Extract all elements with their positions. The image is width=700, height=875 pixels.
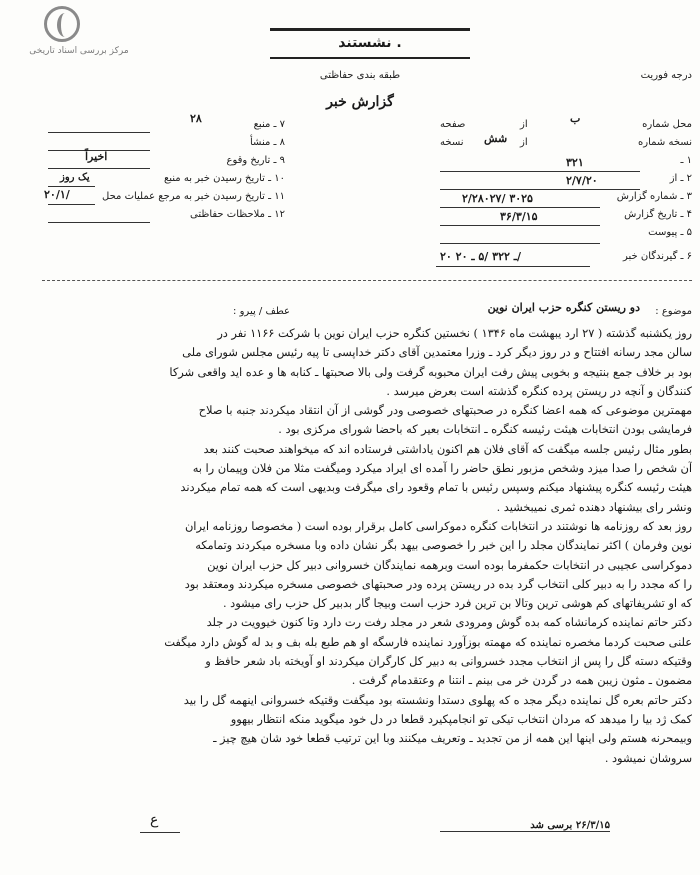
body-line: روز یکشنبه گذشته ( ۲۷ ارد یبهشت ماه ۱۳۴۶ ) نخستین کنگره حزب ایران نوین با شرکت ۱۱۶۶ نفر در — [217, 327, 692, 340]
field-page-unit: صفحه — [440, 119, 466, 130]
field-copy-total: شش — [484, 132, 508, 145]
field-report-date-label: ۴ ـ تاریخ گزارش — [624, 209, 692, 220]
top-stamp: نشستند . — [270, 28, 470, 59]
field-source-value: ۲۸ — [190, 112, 202, 125]
subject-label: موضوع : — [655, 306, 692, 317]
field-1-line — [440, 171, 640, 172]
field-receipt-source-line — [48, 186, 95, 187]
body-line: وبیمحرنه هستم ولی اینها این همه از من تجدید ـ وتعریف میکنند وبا این ترتیب قطعا خود شان هیچ چیز ـ — [213, 732, 692, 746]
field-report-date-line — [440, 225, 600, 226]
body-line: بطور مثال رئیس جلسه میگفت که آقای فلان هم اکنون یاداشتی فرستاده اند که میخواهند صحبت کنند بعد — [203, 442, 692, 456]
field-attachment-label: ۵ ـ پیوست — [648, 227, 692, 238]
field-receipt-ops-line — [48, 204, 95, 205]
header-divider — [42, 280, 692, 281]
field-page-value: ب — [570, 112, 581, 125]
subject-value: دو ریستن کنگره حزب ایران نوین — [487, 301, 640, 314]
field-copy-label: نسخه شماره — [638, 137, 692, 148]
archive-emblem-icon — [44, 6, 80, 42]
field-report-number-line — [440, 207, 600, 208]
signature-underline — [140, 832, 180, 833]
report-body — [36, 324, 692, 768]
body-line: را که مجدد را به دبیر کلی انتخاب گرد بده در ریستن پرده ودر صحبتهای خصوصی مسخره میکردند ومعتقد بود — [184, 577, 692, 591]
field-receipt-ops-value: ۲۰/۱/ — [44, 188, 70, 201]
body-line: مضمون ـ مثون زیبن همه در گردن خر می بینم ـ انتنا م وعتقدمام گرفت . — [351, 674, 692, 688]
body-line: فرمایشی بودن انتخابات هیئت رئیسه کنگره ـ انتخابات بعیر که باحضا شورای مرکزی بود . — [278, 423, 692, 437]
signature: ع — [150, 812, 159, 828]
body-line: نوین وفرمان ) اکثر نمایندگان مجلد را این خبر را خصوصی بیهد بگر نشان داده وبا مسخره میکردند وتمامکه — [195, 539, 692, 553]
field-origin-label: ۸ ـ منشأ — [249, 137, 285, 148]
field-source-label: ۷ ـ منبع — [253, 119, 285, 130]
body-line: دکتر حاتم بعره گل نماینده دیگر مجد ه که پهلوی دستدا ونشسته بود میگفت وقتیکه خسروانی اینهمه گل را بید — [183, 693, 692, 707]
field-recipients-value: ۲۰ ـ ۳۲۲ /۵ ـ ۲۰/ — [440, 250, 521, 263]
field-1-label: ۱ ـ — [680, 155, 692, 166]
body-line: سالن مجد رسانه افتتاح و در روز دیگر کرد ـ وزرا معتمدین آقای دکتر خداپسی تا پیه رئیس مجلس شورای ملی — [182, 346, 692, 360]
body-line: سروشان نمیشود . — [604, 751, 692, 765]
field-recipients-line — [436, 266, 590, 267]
field-from-label: ۲ ـ از — [669, 173, 692, 184]
body-line: وقتیکه دسته گل را پس از انتخاب مجدد خسروانی به دبیر کل کارگران میکردند او آویخته باد شعر حافظ و — [205, 655, 692, 669]
body-line: دموکراسی عجیبی در انتخابات حکمفرما بوده است وبرهمه نمایندگان خسروانی دبیر کل حزب ایران نوین — [207, 558, 692, 572]
body-line: آن شخص را صدا میزد وشخص مزبور نطق حاضر را آمده ای ایراد میکرد ومیگفت مثلا من فلان وپیمان را به — [192, 462, 692, 476]
body-line: بود بر خلاف جمع بنتیجه و بخوبی پیش رفت ایران محبوبه گرفت ولی بالا صحبتها ـ کنابه ها و عده اید واقعی شرکا — [169, 365, 692, 379]
classification-label: طبقه بندی حفاظتی — [319, 70, 401, 81]
field-from-value: ۲/۷/۲۰ — [566, 174, 598, 187]
field-event-date-label: ۹ ـ تاریخ وقوع — [226, 155, 285, 166]
body-line: کنندگان و آنچه در ریستن پرده کنگره گذشته است بعرض میرسد . — [386, 384, 692, 398]
body-line: کمک ژد بیا را میدهد که مردان انتخاب تیکی تو انجامپکیرد قطعا در دل خود میگوید منکه انتظار بیهوو — [230, 712, 692, 726]
reference-label: عطف / پیرو : — [233, 306, 290, 317]
field-page-from: از — [520, 119, 528, 130]
field-1-value: ۳۲۱ — [566, 156, 584, 169]
urgency-label: درجه فوریت — [640, 70, 692, 81]
field-copy-from: از — [520, 137, 528, 148]
body-line: هیئت رئیسه کنگره پیشنهاد میکنم وسپس رئیس با تمام وقعود رای میگرفت وبدیهی است که همه تمام میکردند — [180, 481, 692, 495]
field-source-line — [48, 132, 150, 133]
report-title: گزارش خبر — [326, 94, 394, 110]
field-report-number-value: ۲/۲۸۰۲۷/ ۳۰۲۵ — [462, 192, 533, 205]
field-security-notes-line — [48, 222, 150, 223]
field-report-date-value: ۳۶/۳/۱۵ — [500, 210, 538, 223]
archive-name: مرکز بررسی اسناد تاریخی — [29, 46, 129, 56]
field-page-label: محل شماره — [642, 119, 692, 130]
field-report-number-label: ۳ ـ شماره گزارش — [616, 191, 692, 202]
field-recipients-label: ۶ ـ گیرندگان خبر — [622, 251, 692, 262]
body-line: که او تشریفاتهای کم هوشی ترین وتالا بن ترین فرد حزب است وبیجا گار بدبیر کل حزب رای میشود . — [223, 597, 692, 611]
body-line: مهمترین موضوعی که همه اعضا کنگره در صحبتهای خصوصی ودر گوشی از آن انتقاد میکردند جنبه با صلاح — [198, 404, 692, 418]
archive-logo — [14, 6, 144, 64]
field-receipt-ops-label: ۱۱ ـ تاریخ رسیدن خبر به مرجع عملیات محل — [102, 191, 285, 202]
field-copy-unit: نسخه — [440, 137, 464, 148]
body-line: ونشر رای بیشنهاد دهنده ثمری نمیبخشید . — [496, 500, 692, 514]
review-stamp: ۲۶/۳/۱۵ برسی شد — [440, 820, 610, 832]
field-attachment-line — [440, 243, 600, 244]
field-event-date-line — [48, 168, 150, 169]
body-line: روز بعد که روزنامه ها نوشتند در انتخابات کنگره دموکراسی کامل برقرار بوده است ( مخصوصا روزنامه ایران — [185, 519, 692, 533]
field-security-notes-label: ۱۲ ـ ملاحظات حفاظتی — [190, 209, 285, 220]
field-event-date-value: اخیراً — [85, 150, 108, 163]
body-line: دکتر حاتم نماینده کرمانشاه کمه بده گوش ومرودی شعر در مجلد رفت رت دارد وتا کنون خیوویت در جلد — [206, 616, 692, 630]
field-receipt-source-label: ۱۰ ـ تاریخ رسیدن خبر به منبع — [163, 173, 285, 184]
field-receipt-source-value: یک روز — [60, 172, 90, 183]
body-line: علنی صحبت کردما مخصره نماینده که مهمته بوزآورد نماینده فارسگه او هم طبع بله بف و بد له گوش دارد میگفت — [164, 635, 692, 649]
